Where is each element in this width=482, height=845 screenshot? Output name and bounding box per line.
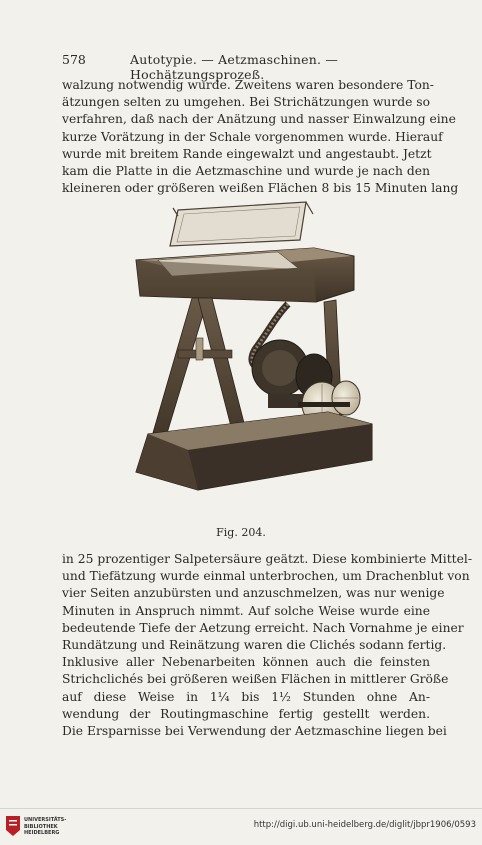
- text-line: kam die Platte in die Aetzmaschine und wurde je nach den: [62, 163, 430, 178]
- text-line: Inklusive aller Nebenarbeiten können auch die feinsten: [62, 655, 430, 670]
- text-line: kleineren oder größeren weißen Flächen 8 bis 15 Minuten lang: [62, 181, 459, 196]
- library-logo: [6, 815, 68, 839]
- text-line: Minuten in Anspruch nimmt. Auf solche Weise wurde eine: [62, 603, 430, 618]
- text-line: in 25 prozentiger Salpetersäure geätzt. Diese kombinierte Mittel-: [62, 552, 472, 566]
- text-line: Die Ersparnisse bei Verwendung der Aetzmaschine liegen bei: [62, 723, 447, 738]
- text-line: Strichclichés bei größeren weißen Flächen in mittlerer Größe: [62, 672, 449, 687]
- text-line: wendung der Routingmaschine fertig gestellt werden.: [62, 706, 430, 721]
- page-number: 578: [62, 52, 86, 67]
- running-header: [62, 52, 430, 82]
- source-url-link[interactable]: http://digi.ub.uni-heidelberg.de/diglit/jbpr1906/0593: [253, 820, 476, 830]
- running-head-title: Autotypie. — Aetzmaschinen. — Hochätzungsprozeß.: [130, 52, 339, 82]
- digitization-footer: [0, 808, 482, 845]
- logo-line: BIBLIOTHEK: [24, 823, 58, 830]
- text-line: bedeutende Tiefe der Aetzung erreicht. Nach Vornahme je einer: [62, 620, 464, 635]
- paragraph-bottom: [62, 551, 472, 740]
- text-line: wurde mit breitem Rande eingewalzt und angestaubt. Jetzt: [62, 146, 432, 161]
- logo-line: HEIDELBERG: [24, 830, 60, 836]
- text-line: kurze Vorätzung in der Schale vorgenommen wurde. Hierauf: [62, 129, 443, 144]
- text-line: Rundätzung und Reinätzung waren die Clichés sodann fertig.: [62, 637, 447, 652]
- logo-line: UNIVERSITÄTS-: [24, 817, 67, 823]
- text-line: und Tiefätzung wurde einmal unterbrochen, um Drachenblut von: [62, 569, 470, 584]
- text-line: ätzungen selten zu umgehen. Bei Strichätzungen wurde so: [62, 95, 430, 110]
- figure-caption: Fig. 204.: [216, 526, 266, 539]
- text-line: walzung notwendig wurde. Zweitens waren besondere Ton-: [62, 78, 434, 92]
- text-line: vier Seiten anzubürsten und anzuschmelzen, was nur wenige: [62, 586, 445, 601]
- paragraph-top: [62, 77, 459, 197]
- library-logo-icon: [6, 816, 20, 836]
- text-line: auf diese Weise in 1¼ bis 1½ Stunden ohne An-: [62, 689, 430, 704]
- etching-machine-illustration: [128, 198, 380, 516]
- text-line: verfahren, daß nach der Anätzung und nasser Einwalzung eine: [62, 112, 456, 127]
